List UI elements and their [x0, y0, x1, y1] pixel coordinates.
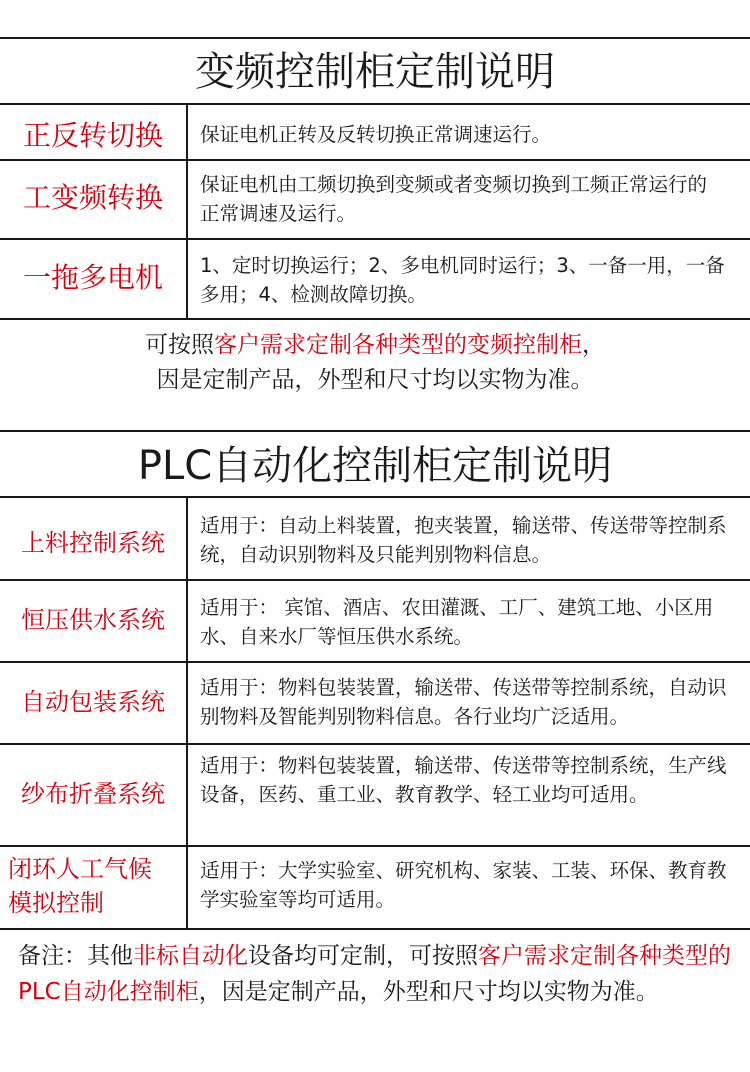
remark-text: 设备均可定制，可按照	[248, 943, 478, 969]
row-label-climate-simulation	[8, 852, 186, 920]
section1-title: 变频控制柜定制说明	[195, 49, 555, 95]
row-border	[0, 579, 750, 581]
row-border	[0, 238, 750, 240]
remark-text: 备注：其他	[18, 943, 133, 969]
row-desc-feeding: 适用于：自动上料装置，抱夹装置，输送带、传送带等控制系统，自动识别物料及只能判别物料信息。	[200, 514, 727, 566]
row-border	[0, 159, 750, 161]
row-desc-gauze-folding: 适用于：物料包装装置，输送带、传送带等控制系统，生产线设备，医药、重工业、教育教学、轻工业均可适用。	[200, 754, 727, 806]
row-label-gauze-folding: 纱布折叠系统	[21, 780, 165, 808]
section1-bottom-border	[0, 318, 750, 320]
row-label-water-supply: 恒压供水系统	[21, 606, 165, 634]
section1-title-border	[0, 103, 750, 105]
row-desc-water-supply: 适用于： 宾馆、酒店、农田灌溉、工厂、建筑工地、小区用水、自来水厂等恒压供水系统。	[200, 596, 714, 648]
section1-top-border	[0, 37, 750, 39]
section1-column-divider	[186, 103, 188, 319]
remark-text: ，因是定制产品，外型和尺寸均以实物为准。	[198, 979, 659, 1005]
note-text: ，	[582, 332, 605, 358]
row-label-feeding: 上料控制系统	[21, 529, 165, 557]
row-desc-power-frequency: 保证电机由工频切换到变频或者变频切换到工频正常运行的正常调速及运行。	[200, 173, 708, 225]
note-text: 可按照	[145, 332, 214, 358]
row-label-power-frequency: 工变频转换	[22, 181, 163, 214]
row-desc-climate-simulation: 适用于：大学实验室、研究机构、家装、工装、环保、教育教学实验室等均可适用。	[200, 859, 727, 911]
row-desc-packaging: 适用于：物料包装装置，输送带、传送带等控制系统，自动识别物料及智能判别物料信息。各行业均广泛适用。	[200, 676, 727, 728]
row-border	[0, 743, 750, 745]
row-label-multi-motor: 一拖多电机	[22, 261, 163, 294]
remark-highlight: 客户需求定制各种类型的PLC自动化控制柜	[18, 943, 731, 1005]
section2-title-border	[0, 496, 750, 498]
row-desc-forward-reverse: 保证电机正转及反转切换正常调速运行。	[200, 123, 552, 146]
section1-note-line1	[0, 328, 750, 362]
row-label-line: 模拟控制	[8, 889, 104, 917]
row-label-forward-reverse: 正反转切换	[22, 119, 163, 152]
note-highlight: 客户需求定制各种类型的变频控制柜	[214, 332, 582, 358]
section2-top-border	[0, 430, 750, 432]
section2-remark	[18, 938, 738, 1010]
section1-note-line2: 因是定制产品，外型和尺寸均以实物为准。	[156, 367, 594, 393]
row-label-line: 闭环人工气候	[8, 855, 152, 883]
row-border	[0, 661, 750, 663]
remark-highlight: 非标自动化	[133, 943, 248, 969]
row-border	[0, 845, 750, 847]
section2-bottom-border	[0, 928, 750, 930]
row-desc-multi-motor: 1、定时切换运行；2、多电机同时运行；3、一备一用，一备多用；4、检测故障切换。	[200, 254, 725, 306]
row-label-packaging: 自动包装系统	[21, 688, 165, 716]
section2-title: PLC自动化控制柜定制说明	[137, 443, 613, 489]
section2-column-divider	[186, 496, 188, 929]
